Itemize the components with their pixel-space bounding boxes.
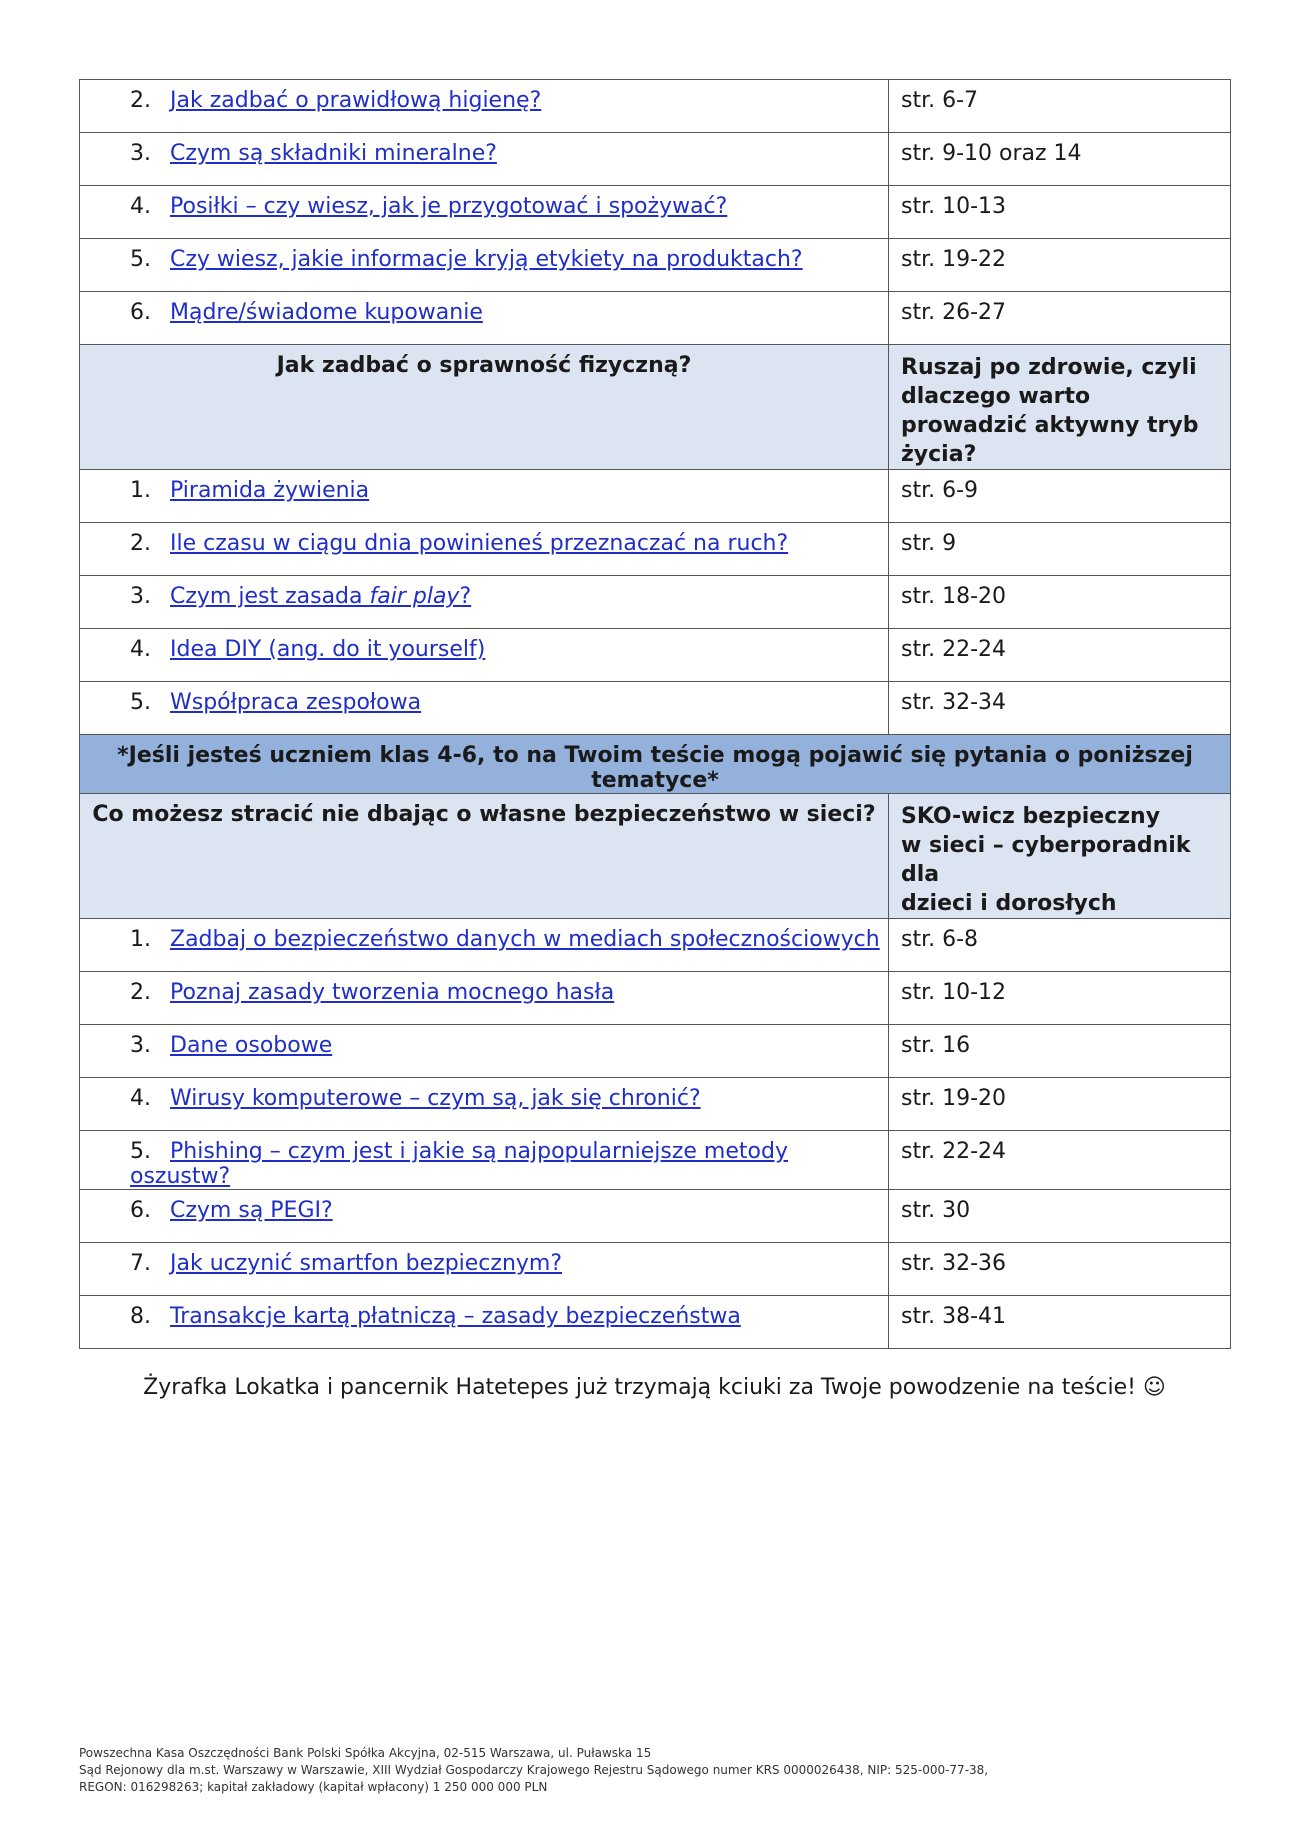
- page-reference: str. 32-36: [889, 1243, 1231, 1296]
- topic-link-suffix: ?: [459, 584, 472, 609]
- topic-link[interactable]: Posiłki – czy wiesz, jak je przygotować i spożywać?: [170, 194, 728, 219]
- page-reference: str. 10-12: [889, 972, 1231, 1025]
- item-number: 4.: [130, 637, 151, 662]
- page-reference: str. 6-8: [889, 919, 1231, 972]
- topic-link[interactable]: Wirusy komputerowe – czym są, jak się chronić?: [170, 1086, 701, 1111]
- table-row: [80, 1190, 1231, 1243]
- item-number: 5.: [130, 690, 151, 715]
- topic-link[interactable]: [170, 584, 471, 609]
- topic-link[interactable]: Transakcje kartą płatniczą – zasady bezpieczeństwa: [170, 1304, 741, 1329]
- item-number: 3.: [130, 584, 151, 609]
- table-row: [80, 80, 1231, 133]
- topic-link-prefix: Czym jest zasada: [170, 584, 370, 609]
- table-row: [80, 239, 1231, 292]
- footer-line: REGON: 016298263; kapitał zakładowy (kapitał wpłacony) 1 250 000 000 PLN: [79, 1780, 548, 1794]
- item-number: 3.: [130, 1033, 151, 1058]
- table-row: [80, 919, 1231, 972]
- publication-title: [889, 794, 1231, 919]
- footer-line: Powszechna Kasa Oszczędności Bank Polski Spółka Akcyjna, 02-515 Warszawa, ul. Puławska 15: [79, 1746, 652, 1760]
- table-row: [80, 1078, 1231, 1131]
- page-reference: str. 6-9: [889, 470, 1231, 523]
- table-row: [80, 470, 1231, 523]
- topic-link[interactable]: Zadbaj o bezpieczeństwo danych w mediach społecznościowych: [170, 927, 880, 952]
- closing-message: Żyrafka Lokatka i pancernik Hatetepes już trzymają kciuki za Twoje powodzenie na teście! ☺: [143, 1375, 1166, 1400]
- publication-line: dzieci i dorosłych: [901, 891, 1117, 916]
- item-number: 3.: [130, 141, 151, 166]
- topic-link[interactable]: Mądre/świadome kupowanie: [170, 300, 483, 325]
- page-reference: str. 22-24: [889, 629, 1231, 682]
- topic-link[interactable]: Jak zadbać o prawidłową higienę?: [170, 88, 542, 113]
- table-row: [80, 576, 1231, 629]
- table-row: [80, 292, 1231, 345]
- item-number: 2.: [130, 980, 151, 1005]
- section-heading: Co możesz stracić nie dbając o własne bezpieczeństwo w sieci?: [80, 794, 889, 919]
- table-row: [80, 1296, 1231, 1349]
- table-row: [80, 133, 1231, 186]
- page-reference: str. 26-27: [889, 292, 1231, 345]
- publication-title: Ruszaj po zdrowie, czyli dlaczego warto prowadzić aktywny tryb życia?: [889, 345, 1231, 470]
- topic-link[interactable]: Ile czasu w ciągu dnia powinieneś przeznaczać na ruch?: [170, 531, 789, 556]
- item-number: 6.: [130, 1198, 151, 1223]
- footer-line: Sąd Rejonowy dla m.st. Warszawy w Warszawie, XIII Wydział Gospodarczy Krajowego Rejestru Sądowego numer KRS 0000026438, NIP: 525-000-77-38,: [79, 1763, 989, 1777]
- document-page: [79, 79, 1230, 1400]
- page-reference: str. 16: [889, 1025, 1231, 1078]
- table-row: [80, 972, 1231, 1025]
- page-reference: str. 30: [889, 1190, 1231, 1243]
- item-number: 5.: [130, 247, 151, 272]
- item-number: 1.: [130, 478, 151, 503]
- item-number: 1.: [130, 927, 151, 952]
- item-number: 7.: [130, 1251, 151, 1276]
- section-heading: Jak zadbać o sprawność fizyczną?: [80, 345, 889, 470]
- topic-link[interactable]: Czym są PEGI?: [170, 1198, 333, 1223]
- page-reference: str. 18-20: [889, 576, 1231, 629]
- page-reference: str. 38-41: [889, 1296, 1231, 1349]
- page-reference: str. 6-7: [889, 80, 1231, 133]
- publication-line: SKO-wicz bezpieczny: [901, 804, 1161, 829]
- topic-link[interactable]: Poznaj zasady tworzenia mocnego hasła: [170, 980, 615, 1005]
- topic-link[interactable]: Czy wiesz, jakie informacje kryją etykiety na produktach?: [170, 247, 803, 272]
- table-row: [80, 186, 1231, 239]
- page-reference: str. 19-22: [889, 239, 1231, 292]
- item-number: 4.: [130, 194, 151, 219]
- legal-footer: [79, 1745, 1230, 1796]
- table-row: [80, 1025, 1231, 1078]
- topic-link[interactable]: Phishing – czym jest i jakie są najpopularniejsze metody oszustw?: [130, 1139, 788, 1189]
- page-reference: str. 32-34: [889, 682, 1231, 735]
- grade-banner: *Jeśli jesteś uczniem klas 4-6, to na Twoim teście mogą pojawić się pytania o poniższej tematyce*: [80, 735, 1231, 794]
- table-row: [80, 1131, 1231, 1190]
- item-number: 8.: [130, 1304, 151, 1329]
- page-reference: str. 10-13: [889, 186, 1231, 239]
- topic-link[interactable]: Dane osobowe: [170, 1033, 333, 1058]
- topic-link[interactable]: Współpraca zespołowa: [170, 690, 422, 715]
- topic-link-italic: fair play: [369, 584, 460, 609]
- table-row: [80, 523, 1231, 576]
- section-header: [80, 345, 1231, 470]
- topic-link[interactable]: Idea DIY (ang. do it yourself): [170, 637, 486, 662]
- page-reference: str. 22-24: [889, 1131, 1231, 1190]
- grade-banner-row: [80, 735, 1231, 794]
- item-number: 4.: [130, 1086, 151, 1111]
- page-reference: str. 19-20: [889, 1078, 1231, 1131]
- page-reference: str. 9-10 oraz 14: [889, 133, 1231, 186]
- table-row: [80, 1243, 1231, 1296]
- topics-table: [79, 79, 1231, 1349]
- section-header: [80, 794, 1231, 919]
- topic-link[interactable]: Piramida żywienia: [170, 478, 370, 503]
- item-number: 2.: [130, 531, 151, 556]
- topic-link[interactable]: Jak uczynić smartfon bezpiecznym?: [170, 1251, 563, 1276]
- table-row: [80, 682, 1231, 735]
- topic-link[interactable]: Czym są składniki mineralne?: [170, 141, 497, 166]
- page-reference: str. 9: [889, 523, 1231, 576]
- item-number: 2.: [130, 88, 151, 113]
- publication-line: w sieci – cyberporadnik dla: [901, 833, 1191, 887]
- item-number: 5.: [130, 1139, 151, 1164]
- item-number: 6.: [130, 300, 151, 325]
- table-row: [80, 629, 1231, 682]
